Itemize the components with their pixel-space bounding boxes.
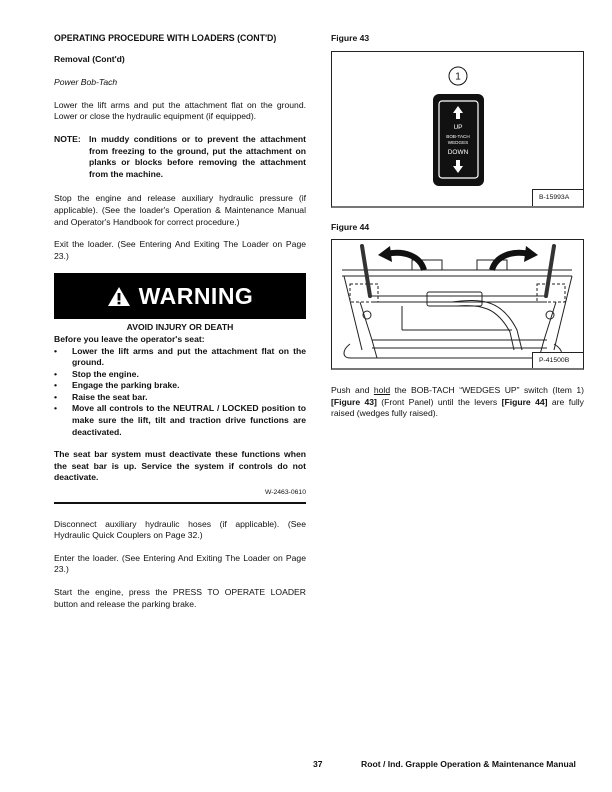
- warning-bullet: • Raise the seat bar.: [54, 391, 148, 402]
- warning-code: W-2463-0610: [264, 489, 306, 497]
- svg-text:BOB-TACH: BOB-TACH: [446, 133, 470, 139]
- bob-tach-switch-illustration: [332, 52, 584, 206]
- figure-43-label: Figure 43: [331, 33, 370, 43]
- svg-text:UP: UP: [453, 123, 463, 131]
- warning-divider: [54, 502, 306, 504]
- figure-44-reference: [Figure 44]: [501, 396, 548, 407]
- figure-44-label: Figure 44: [331, 221, 370, 232]
- svg-text:1: 1: [455, 71, 461, 83]
- note-text: In muddy conditions or to prevent the attachment from freezing to the ground, put the attachment on planks or blocks before removing the attachment from the machine.: [89, 133, 306, 179]
- paragraph-exit-loader: Exit the loader. (See Entering And Exiting The Loader on Page 23.): [54, 239, 306, 261]
- warning-bullet: • Move all controls to the NEUTRAL / LOCKED position to make sure the lift, tilt and traction drive functions are deactivated.: [54, 403, 306, 437]
- hold-emphasis: hold: [373, 385, 391, 396]
- figure-44: [331, 239, 584, 370]
- warning-bullet-list: [54, 346, 306, 439]
- figure-43: [331, 51, 584, 208]
- warning-bullet: • Engage the parking brake.: [54, 380, 180, 391]
- instruction-paragraph: Push and hold the BOB-TACH “WEDGES UP” switch (Item 1) [Figure 43] (Front Panel) until the levers [Figure 44] are fully raised (wedges fully raised).: [331, 385, 584, 419]
- subsection-title: Removal (Cont'd): [54, 53, 125, 64]
- figure-43-reference: [Figure 43]: [331, 396, 377, 407]
- section-title: OPERATING PROCEDURE WITH LOADERS (CONT'D): [54, 33, 277, 43]
- manual-title: Root / Ind. Grapple Operation & Maintenance Manual: [361, 759, 576, 769]
- paragraph-enter-loader: Enter the loader. (See Entering And Exiting The Loader on Page 23.): [54, 552, 306, 575]
- warning-bullet: • Lower the lift arms and put the attachment flat on the ground.: [54, 345, 306, 368]
- warning-triangle-icon: [107, 286, 131, 307]
- figure-44-code: P-41500B: [532, 352, 583, 369]
- warning-footer: The seat bar system must deactivate these functions when the seat bar is up. Service the system if controls do not deactivate.: [54, 449, 306, 483]
- svg-text:DOWN: DOWN: [447, 148, 469, 156]
- page-number: 37: [313, 759, 323, 769]
- bob-tach-levers-illustration: [332, 240, 584, 368]
- paragraph-stop-engine: Stop the engine and release auxiliary hydraulic pressure (if applicable). (See the loader's Operation & Maintenance Manual and Operator's Handbook for correct procedure.): [54, 193, 306, 227]
- sub-subsection-title: Power Bob-Tach: [54, 77, 118, 88]
- warning-lead: Before you leave the operator's seat:: [54, 333, 205, 344]
- paragraph-lower-lift-arms: Lower the lift arms and put the attachment flat on the ground. Lower or close the hydraulic equipment (if equipped).: [54, 99, 306, 122]
- svg-text:WEDGES: WEDGES: [447, 139, 469, 145]
- warning-subtitle: AVOID INJURY OR DEATH: [126, 322, 234, 333]
- note-label: NOTE:: [54, 133, 81, 144]
- paragraph-start-engine: Start the engine, press the PRESS TO OPERATE LOADER button and release the parking brake.: [54, 587, 306, 609]
- warning-banner: [54, 273, 306, 319]
- paragraph-disconnect-hoses: Disconnect auxiliary hydraulic hoses (if applicable). (See Hydraulic Quick Couplers on Page 32.): [54, 518, 306, 541]
- left-column: [54, 33, 306, 621]
- figure-43-code: B-15993A: [532, 189, 583, 206]
- note-block: [54, 134, 306, 180]
- right-column: [331, 33, 584, 431]
- warning-title: WARNING: [138, 282, 254, 309]
- warning-bullet: • Stop the engine.: [54, 368, 139, 379]
